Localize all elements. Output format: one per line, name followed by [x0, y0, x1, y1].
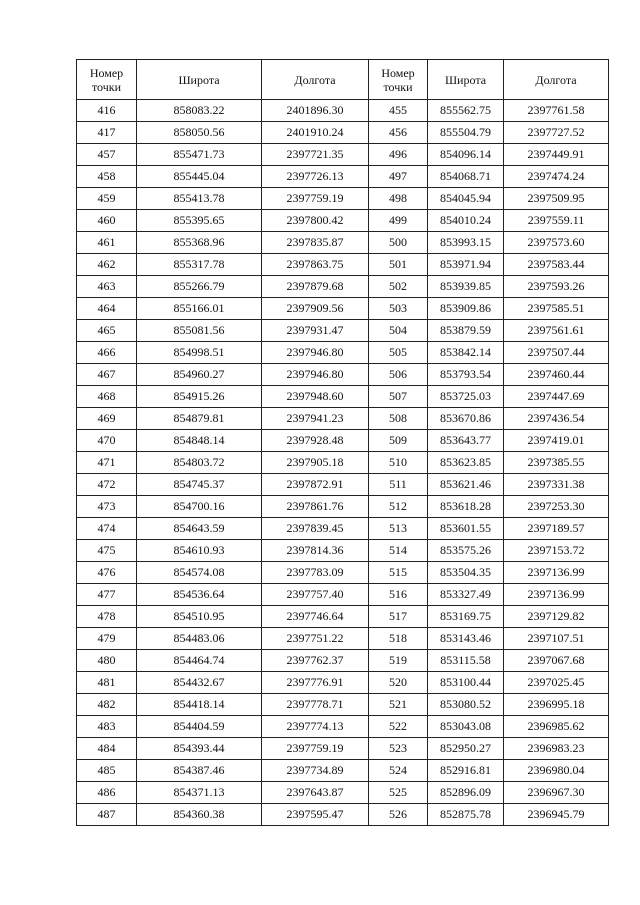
cell-point-number-left: 416 — [77, 100, 137, 122]
cell-longitude-right: 2397561.61 — [504, 320, 609, 342]
cell-point-number-left: 484 — [77, 738, 137, 760]
cell-latitude-right: 853793.54 — [428, 364, 504, 386]
cell-longitude-left: 2397721.35 — [262, 144, 369, 166]
cell-latitude-left: 854700.16 — [137, 496, 262, 518]
cell-point-number-left: 487 — [77, 804, 137, 826]
table-row — [77, 254, 609, 276]
cell-longitude-left: 2397726.13 — [262, 166, 369, 188]
cell-longitude-right: 2397573.60 — [504, 232, 609, 254]
table-row — [77, 100, 609, 122]
cell-latitude-left: 854387.46 — [137, 760, 262, 782]
table-row — [77, 738, 609, 760]
cell-latitude-left: 854745.37 — [137, 474, 262, 496]
cell-point-number-left: 477 — [77, 584, 137, 606]
table-row — [77, 518, 609, 540]
cell-latitude-left: 855166.01 — [137, 298, 262, 320]
cell-longitude-right: 2396983.23 — [504, 738, 609, 760]
table-row — [77, 364, 609, 386]
cell-point-number-right: 456 — [369, 122, 428, 144]
header-latitude-left: Широта — [137, 60, 262, 100]
cell-point-number-left: 479 — [77, 628, 137, 650]
cell-point-number-left: 480 — [77, 650, 137, 672]
cell-latitude-right: 853879.59 — [428, 320, 504, 342]
cell-point-number-left: 466 — [77, 342, 137, 364]
table-row — [77, 584, 609, 606]
cell-latitude-right: 854010.24 — [428, 210, 504, 232]
cell-latitude-right: 853043.08 — [428, 716, 504, 738]
cell-point-number-left: 471 — [77, 452, 137, 474]
table-row — [77, 496, 609, 518]
cell-point-number-left: 486 — [77, 782, 137, 804]
header-longitude-right: Долгота — [504, 60, 609, 100]
cell-longitude-left: 2397759.19 — [262, 188, 369, 210]
table-row — [77, 606, 609, 628]
cell-latitude-left: 854915.26 — [137, 386, 262, 408]
cell-point-number-right: 496 — [369, 144, 428, 166]
cell-latitude-left: 855368.96 — [137, 232, 262, 254]
cell-latitude-right: 852875.78 — [428, 804, 504, 826]
cell-latitude-right: 853575.26 — [428, 540, 504, 562]
cell-point-number-left: 461 — [77, 232, 137, 254]
cell-point-number-right: 511 — [369, 474, 428, 496]
cell-longitude-right: 2396985.62 — [504, 716, 609, 738]
cell-longitude-left: 2397643.87 — [262, 782, 369, 804]
cell-point-number-left: 460 — [77, 210, 137, 232]
cell-longitude-right: 2397385.55 — [504, 452, 609, 474]
cell-point-number-left: 459 — [77, 188, 137, 210]
cell-longitude-left: 2397800.42 — [262, 210, 369, 232]
table-row — [77, 474, 609, 496]
cell-latitude-left: 858050.56 — [137, 122, 262, 144]
cell-longitude-left: 2397872.91 — [262, 474, 369, 496]
cell-longitude-left: 2397762.37 — [262, 650, 369, 672]
cell-longitude-right: 2397419.01 — [504, 430, 609, 452]
cell-longitude-left: 2397839.45 — [262, 518, 369, 540]
cell-longitude-left: 2397774.13 — [262, 716, 369, 738]
cell-latitude-right: 853623.85 — [428, 452, 504, 474]
table-row — [77, 276, 609, 298]
cell-longitude-right: 2397449.91 — [504, 144, 609, 166]
cell-point-number-right: 499 — [369, 210, 428, 232]
cell-longitude-right: 2397107.51 — [504, 628, 609, 650]
cell-point-number-right: 503 — [369, 298, 428, 320]
table-row — [77, 804, 609, 826]
cell-point-number-left: 467 — [77, 364, 137, 386]
cell-latitude-right: 853971.94 — [428, 254, 504, 276]
cell-latitude-right: 853993.15 — [428, 232, 504, 254]
cell-latitude-right: 852896.09 — [428, 782, 504, 804]
cell-longitude-left: 2397814.36 — [262, 540, 369, 562]
cell-latitude-left: 855445.04 — [137, 166, 262, 188]
cell-latitude-right: 853643.77 — [428, 430, 504, 452]
cell-longitude-right: 2397727.52 — [504, 122, 609, 144]
cell-point-number-right: 513 — [369, 518, 428, 540]
cell-point-number-right: 514 — [369, 540, 428, 562]
cell-longitude-left: 2397863.75 — [262, 254, 369, 276]
cell-longitude-right: 2397129.82 — [504, 606, 609, 628]
cell-point-number-right: 455 — [369, 100, 428, 122]
cell-latitude-left: 855471.73 — [137, 144, 262, 166]
table-row — [77, 782, 609, 804]
header-point-number-left: Номер точки — [77, 60, 137, 100]
cell-longitude-right: 2397136.99 — [504, 584, 609, 606]
cell-point-number-left: 483 — [77, 716, 137, 738]
cell-point-number-right: 497 — [369, 166, 428, 188]
cell-point-number-right: 512 — [369, 496, 428, 518]
cell-latitude-left: 854610.93 — [137, 540, 262, 562]
cell-latitude-right: 854096.14 — [428, 144, 504, 166]
cell-longitude-left: 2397751.22 — [262, 628, 369, 650]
cell-point-number-left: 476 — [77, 562, 137, 584]
table-row — [77, 166, 609, 188]
cell-point-number-left: 481 — [77, 672, 137, 694]
cell-point-number-right: 505 — [369, 342, 428, 364]
cell-latitude-right: 853327.49 — [428, 584, 504, 606]
table-row — [77, 694, 609, 716]
cell-latitude-right: 852916.81 — [428, 760, 504, 782]
cell-longitude-left: 2397905.18 — [262, 452, 369, 474]
table-header — [77, 60, 609, 100]
cell-longitude-left: 2397948.60 — [262, 386, 369, 408]
cell-longitude-left: 2397835.87 — [262, 232, 369, 254]
cell-latitude-right: 854068.71 — [428, 166, 504, 188]
cell-point-number-right: 525 — [369, 782, 428, 804]
cell-longitude-right: 2397474.24 — [504, 166, 609, 188]
cell-latitude-right: 855562.75 — [428, 100, 504, 122]
cell-point-number-right: 522 — [369, 716, 428, 738]
cell-point-number-right: 504 — [369, 320, 428, 342]
cell-point-number-right: 518 — [369, 628, 428, 650]
table-row — [77, 320, 609, 342]
table-row — [77, 210, 609, 232]
cell-longitude-left: 2397778.71 — [262, 694, 369, 716]
cell-latitude-left: 854483.06 — [137, 628, 262, 650]
cell-longitude-right: 2396945.79 — [504, 804, 609, 826]
cell-point-number-right: 524 — [369, 760, 428, 782]
cell-point-number-left: 470 — [77, 430, 137, 452]
table-row — [77, 232, 609, 254]
cell-longitude-right: 2397189.57 — [504, 518, 609, 540]
cell-latitude-right: 853115.58 — [428, 650, 504, 672]
cell-point-number-right: 516 — [369, 584, 428, 606]
cell-point-number-right: 523 — [369, 738, 428, 760]
cell-latitude-left: 855413.78 — [137, 188, 262, 210]
coordinates-table — [76, 59, 609, 826]
cell-latitude-left: 854960.27 — [137, 364, 262, 386]
cell-latitude-left: 854998.51 — [137, 342, 262, 364]
cell-point-number-left: 468 — [77, 386, 137, 408]
cell-longitude-right: 2397559.11 — [504, 210, 609, 232]
cell-point-number-left: 473 — [77, 496, 137, 518]
table-row — [77, 144, 609, 166]
cell-point-number-left: 464 — [77, 298, 137, 320]
cell-point-number-left: 469 — [77, 408, 137, 430]
cell-latitude-right: 853618.28 — [428, 496, 504, 518]
cell-longitude-right: 2396967.30 — [504, 782, 609, 804]
cell-longitude-left: 2397746.64 — [262, 606, 369, 628]
cell-point-number-right: 521 — [369, 694, 428, 716]
cell-latitude-left: 855317.78 — [137, 254, 262, 276]
cell-point-number-left: 457 — [77, 144, 137, 166]
cell-latitude-left: 854510.95 — [137, 606, 262, 628]
cell-point-number-left: 478 — [77, 606, 137, 628]
cell-point-number-right: 526 — [369, 804, 428, 826]
cell-longitude-right: 2397460.44 — [504, 364, 609, 386]
cell-longitude-left: 2397928.48 — [262, 430, 369, 452]
cell-latitude-left: 854404.59 — [137, 716, 262, 738]
cell-latitude-left: 854418.14 — [137, 694, 262, 716]
cell-latitude-right: 853143.46 — [428, 628, 504, 650]
cell-latitude-right: 853621.46 — [428, 474, 504, 496]
cell-longitude-right: 2396980.04 — [504, 760, 609, 782]
cell-longitude-right: 2397761.58 — [504, 100, 609, 122]
table-row — [77, 540, 609, 562]
table-row — [77, 672, 609, 694]
cell-point-number-right: 517 — [369, 606, 428, 628]
cell-point-number-right: 500 — [369, 232, 428, 254]
cell-latitude-left: 854574.08 — [137, 562, 262, 584]
cell-point-number-left: 485 — [77, 760, 137, 782]
cell-point-number-right: 502 — [369, 276, 428, 298]
cell-latitude-left: 854464.74 — [137, 650, 262, 672]
cell-longitude-left: 2397946.80 — [262, 364, 369, 386]
cell-point-number-right: 498 — [369, 188, 428, 210]
cell-point-number-left: 465 — [77, 320, 137, 342]
cell-longitude-left: 2397879.68 — [262, 276, 369, 298]
cell-latitude-right: 854045.94 — [428, 188, 504, 210]
cell-latitude-left: 854393.44 — [137, 738, 262, 760]
cell-longitude-right: 2397509.95 — [504, 188, 609, 210]
cell-longitude-left: 2397734.89 — [262, 760, 369, 782]
table-row — [77, 188, 609, 210]
table-row — [77, 122, 609, 144]
table-row — [77, 430, 609, 452]
table-row — [77, 408, 609, 430]
cell-longitude-right: 2397067.68 — [504, 650, 609, 672]
header-row — [77, 60, 609, 100]
table-row — [77, 562, 609, 584]
cell-latitude-right: 853601.55 — [428, 518, 504, 540]
cell-latitude-left: 858083.22 — [137, 100, 262, 122]
cell-longitude-left: 2397946.80 — [262, 342, 369, 364]
cell-longitude-right: 2397025.45 — [504, 672, 609, 694]
cell-longitude-right: 2397593.26 — [504, 276, 609, 298]
cell-latitude-right: 853725.03 — [428, 386, 504, 408]
cell-point-number-right: 509 — [369, 430, 428, 452]
cell-point-number-left: 417 — [77, 122, 137, 144]
cell-latitude-left: 854432.67 — [137, 672, 262, 694]
cell-point-number-left: 474 — [77, 518, 137, 540]
table-row — [77, 386, 609, 408]
cell-longitude-right: 2397331.38 — [504, 474, 609, 496]
cell-point-number-left: 463 — [77, 276, 137, 298]
cell-point-number-right: 519 — [369, 650, 428, 672]
cell-latitude-right: 853909.86 — [428, 298, 504, 320]
cell-latitude-right: 853169.75 — [428, 606, 504, 628]
cell-longitude-left: 2397941.23 — [262, 408, 369, 430]
cell-latitude-left: 854360.38 — [137, 804, 262, 826]
table-body — [77, 100, 609, 826]
table-row — [77, 760, 609, 782]
cell-point-number-left: 475 — [77, 540, 137, 562]
table-row — [77, 628, 609, 650]
cell-point-number-right: 507 — [369, 386, 428, 408]
cell-latitude-left: 854879.81 — [137, 408, 262, 430]
cell-point-number-right: 506 — [369, 364, 428, 386]
cell-longitude-left: 2397595.47 — [262, 804, 369, 826]
cell-longitude-right: 2397583.44 — [504, 254, 609, 276]
cell-point-number-left: 462 — [77, 254, 137, 276]
table-row — [77, 452, 609, 474]
cell-latitude-right: 853100.44 — [428, 672, 504, 694]
cell-longitude-left: 2397931.47 — [262, 320, 369, 342]
cell-latitude-left: 854848.14 — [137, 430, 262, 452]
header-latitude-right: Широта — [428, 60, 504, 100]
cell-longitude-right: 2397585.51 — [504, 298, 609, 320]
cell-longitude-right: 2397253.30 — [504, 496, 609, 518]
cell-latitude-left: 854536.64 — [137, 584, 262, 606]
cell-longitude-left: 2397861.76 — [262, 496, 369, 518]
cell-latitude-right: 855504.79 — [428, 122, 504, 144]
cell-longitude-right: 2396995.18 — [504, 694, 609, 716]
cell-longitude-left: 2397759.19 — [262, 738, 369, 760]
cell-latitude-left: 854803.72 — [137, 452, 262, 474]
cell-longitude-left: 2401896.30 — [262, 100, 369, 122]
cell-point-number-left: 482 — [77, 694, 137, 716]
cell-longitude-left: 2397783.09 — [262, 562, 369, 584]
cell-latitude-right: 853842.14 — [428, 342, 504, 364]
cell-point-number-right: 520 — [369, 672, 428, 694]
cell-longitude-right: 2397436.54 — [504, 408, 609, 430]
cell-point-number-right: 515 — [369, 562, 428, 584]
cell-latitude-right: 853670.86 — [428, 408, 504, 430]
cell-latitude-left: 855266.79 — [137, 276, 262, 298]
cell-point-number-right: 508 — [369, 408, 428, 430]
cell-point-number-right: 501 — [369, 254, 428, 276]
cell-latitude-right: 853504.35 — [428, 562, 504, 584]
cell-latitude-right: 852950.27 — [428, 738, 504, 760]
header-longitude-left: Долгота — [262, 60, 369, 100]
cell-longitude-right: 2397447.69 — [504, 386, 609, 408]
cell-latitude-right: 853080.52 — [428, 694, 504, 716]
table-row — [77, 298, 609, 320]
cell-longitude-left: 2401910.24 — [262, 122, 369, 144]
cell-longitude-right: 2397507.44 — [504, 342, 609, 364]
table-row — [77, 716, 609, 738]
table-row — [77, 342, 609, 364]
cell-longitude-left: 2397757.40 — [262, 584, 369, 606]
cell-latitude-left: 855395.65 — [137, 210, 262, 232]
cell-longitude-left: 2397909.56 — [262, 298, 369, 320]
header-point-number-right: Номер точки — [369, 60, 428, 100]
table-row — [77, 650, 609, 672]
cell-latitude-left: 854371.13 — [137, 782, 262, 804]
cell-latitude-left: 854643.59 — [137, 518, 262, 540]
cell-point-number-left: 458 — [77, 166, 137, 188]
cell-longitude-right: 2397136.99 — [504, 562, 609, 584]
cell-longitude-right: 2397153.72 — [504, 540, 609, 562]
cell-point-number-left: 472 — [77, 474, 137, 496]
cell-latitude-left: 855081.56 — [137, 320, 262, 342]
cell-point-number-right: 510 — [369, 452, 428, 474]
cell-longitude-left: 2397776.91 — [262, 672, 369, 694]
cell-latitude-right: 853939.85 — [428, 276, 504, 298]
